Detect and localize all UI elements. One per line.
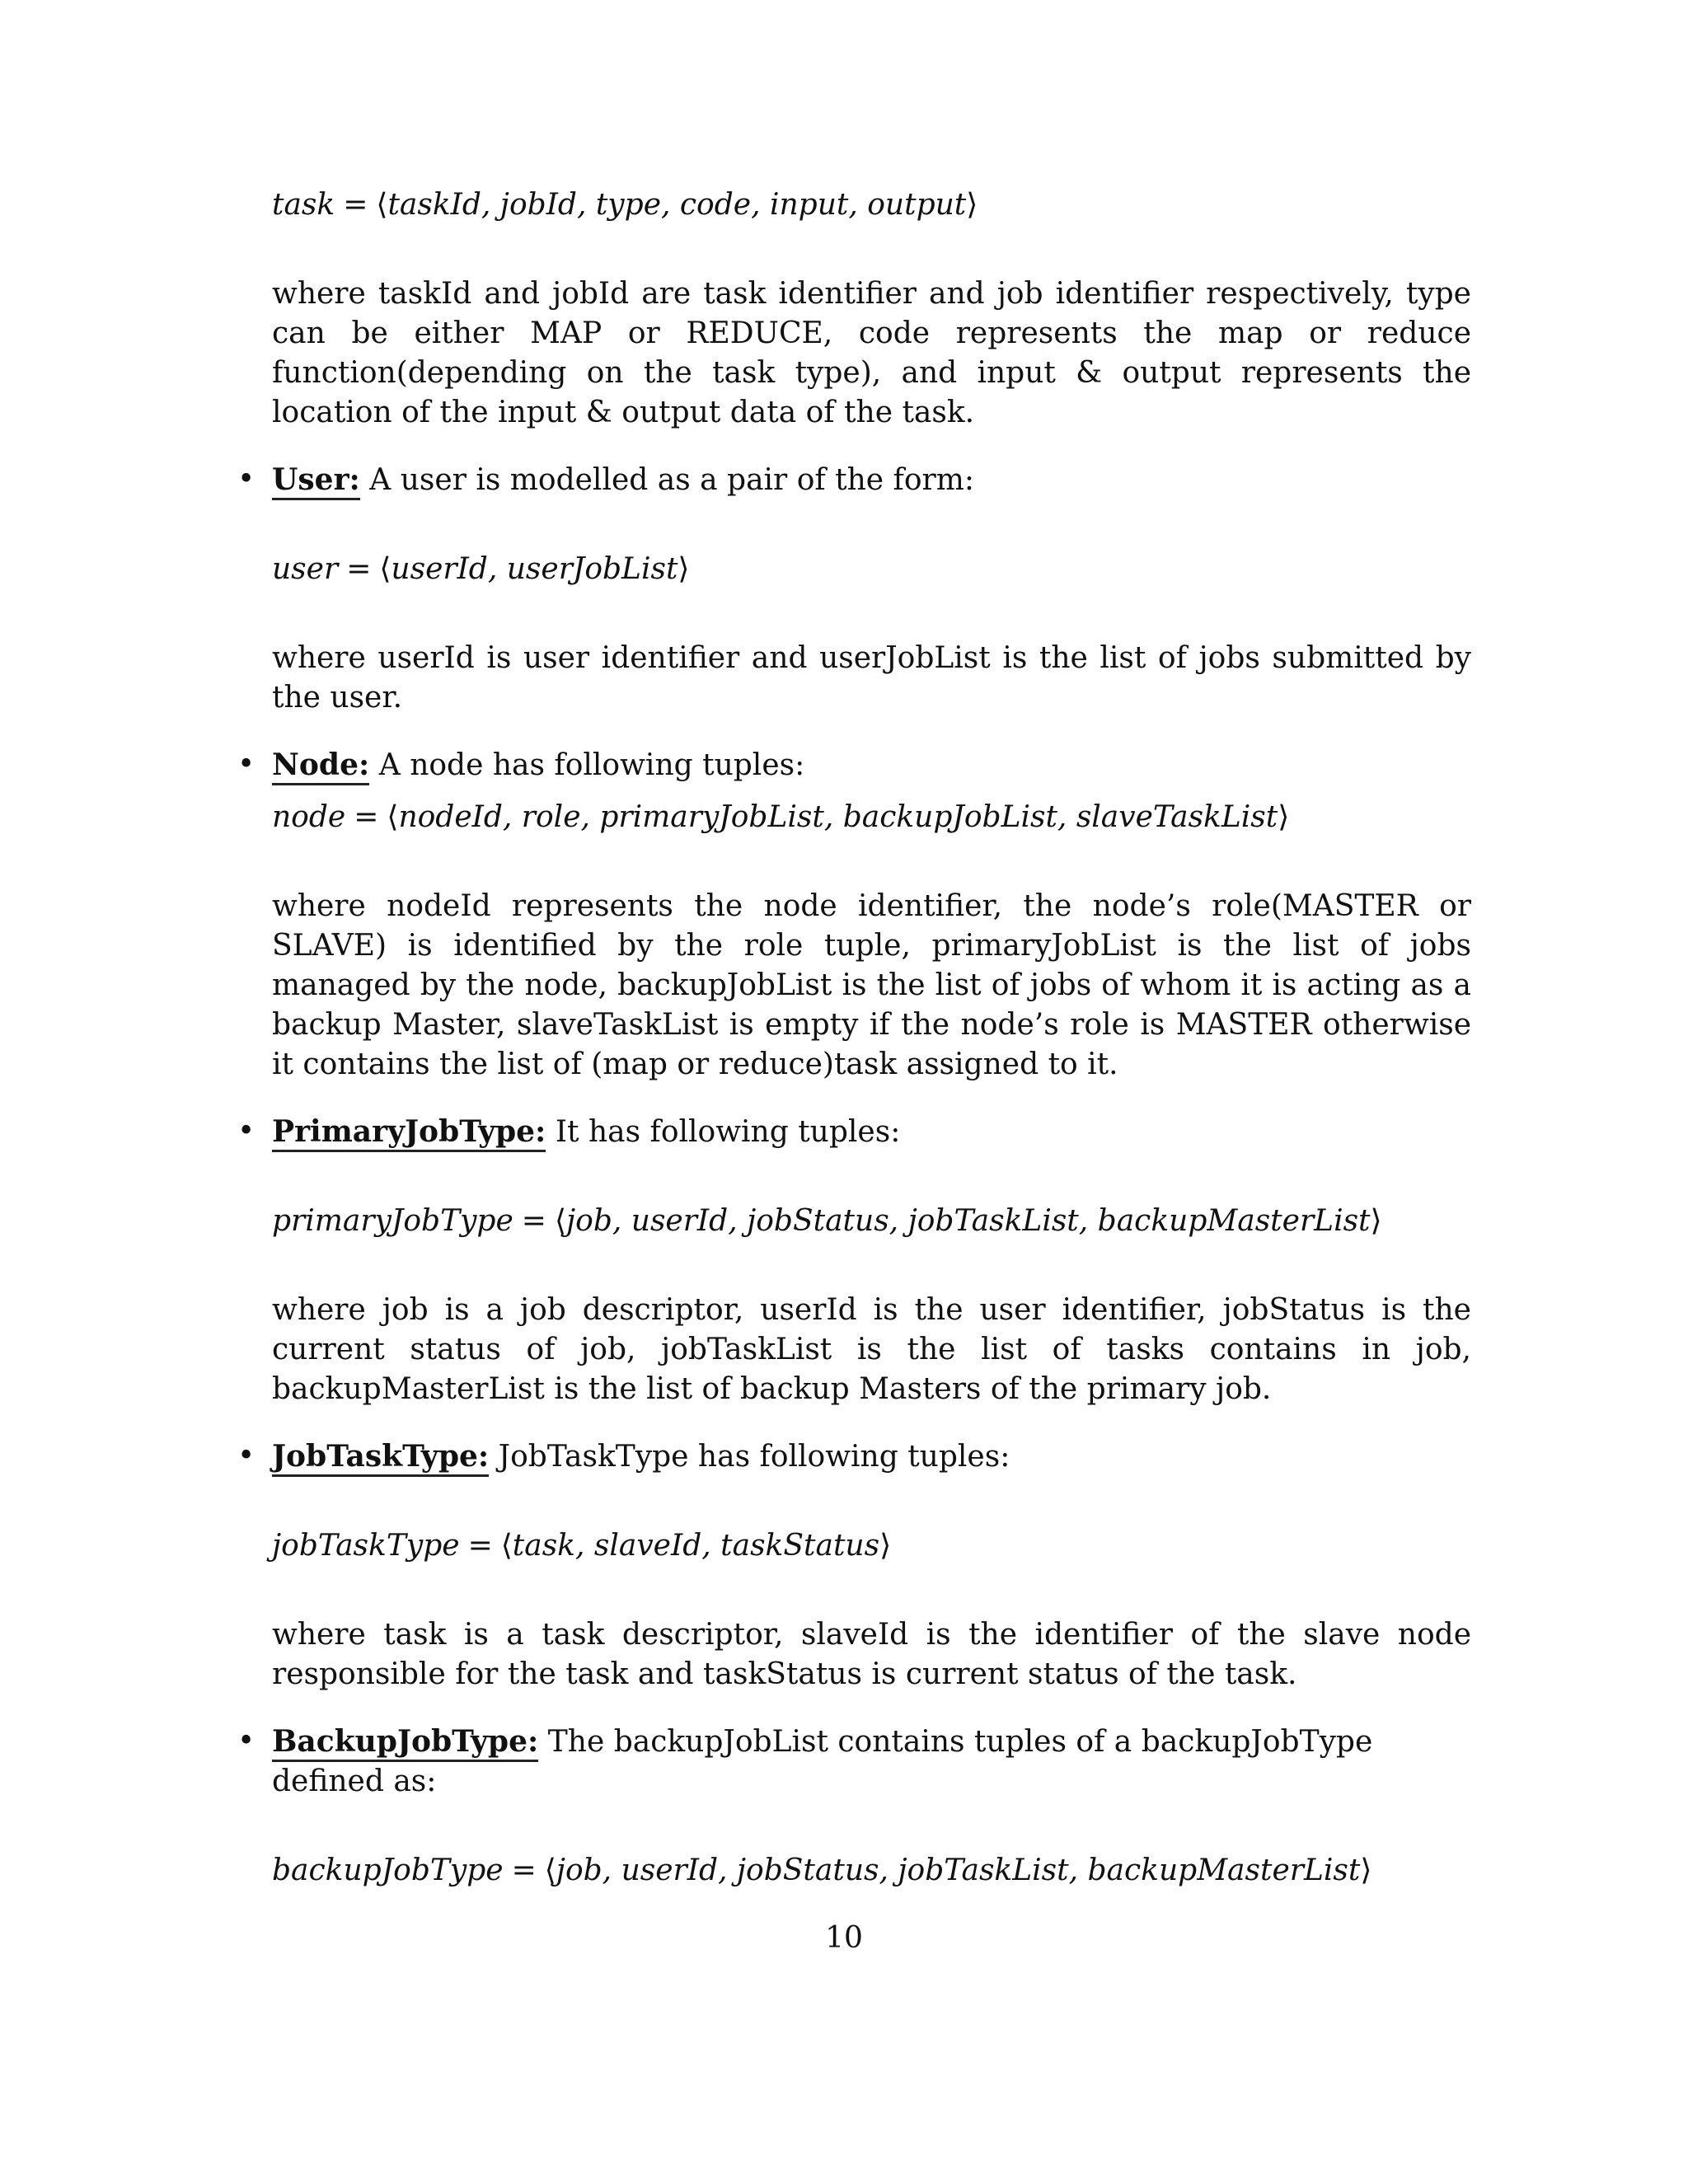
intro-user: A user is modelled as a pair of the form:: [369, 463, 975, 497]
equals-sign: =: [346, 552, 372, 586]
term-node: Node:: [272, 748, 369, 785]
open-angle-bracket: ⟨: [376, 188, 388, 222]
equals-sign: =: [354, 800, 379, 834]
equals-sign: =: [521, 1204, 546, 1238]
task-description: where taskId and jobId are task identifier and job identifier respectively, type can be either MAP or REDUCE, code represents the map or reduce function(depending on the task type), and input & output represents the location of the input & output data of the task.: [272, 277, 1471, 429]
bullet-item-node: [237, 745, 1471, 785]
term-user: User:: [272, 462, 360, 500]
equals-sign: =: [467, 1529, 493, 1563]
close-angle-bracket: ⟩: [1360, 1854, 1372, 1887]
term-backup-job-type: BackupJobType:: [272, 1724, 538, 1762]
close-angle-bracket: ⟩: [966, 188, 978, 222]
bullet-item-user: [237, 460, 1471, 500]
user-description: where userId is user identifier and userJobList is the list of jobs submitted by the user.: [272, 641, 1471, 715]
equals-sign: =: [511, 1854, 537, 1887]
backup-job-type-equation: [272, 1851, 1471, 1891]
bullet-icon: •: [237, 1114, 256, 1148]
close-angle-bracket: ⟩: [879, 1529, 892, 1563]
job-task-type-description: where task is a task descriptor, slaveId is the identifier of the slave node responsible for the task and taskStatus is current status of the task.: [272, 1618, 1471, 1691]
open-angle-bracket: ⟨: [387, 800, 399, 834]
open-angle-bracket: ⟨: [544, 1854, 556, 1887]
intro-primary-job-type: It has following tuples:: [555, 1115, 901, 1149]
equals-sign: =: [343, 188, 368, 222]
open-angle-bracket: ⟨: [500, 1529, 513, 1563]
primary-job-type-equation-lhs: primaryJobType: [272, 1204, 513, 1238]
user-equation-args: userId, userJobList: [391, 552, 678, 586]
term-job-task-type: JobTaskType:: [272, 1439, 489, 1477]
bullet-icon: •: [237, 748, 256, 781]
primary-job-type-equation-args: job, userId, jobStatus, jobTaskList, backupMasterList: [565, 1204, 1371, 1238]
primary-job-type-equation: [272, 1202, 1471, 1241]
task-equation-lhs: task: [272, 188, 335, 222]
node-equation-lhs: node: [272, 800, 346, 834]
task-equation: [272, 185, 1471, 225]
user-equation: [272, 550, 1471, 589]
close-angle-bracket: ⟩: [1278, 800, 1290, 834]
close-angle-bracket: ⟩: [1370, 1204, 1382, 1238]
intro-node: A node has following tuples:: [378, 748, 805, 782]
job-task-type-equation: [272, 1526, 1471, 1566]
bullet-icon: •: [237, 462, 256, 496]
intro-backup-job-type: The backupJobList contains tuples of a backupJobType defined as:: [272, 1725, 1373, 1798]
job-task-type-equation-lhs: jobTaskType: [272, 1529, 460, 1563]
job-task-type-equation-args: task, slaveId, taskStatus: [512, 1529, 880, 1563]
bullet-icon: •: [237, 1724, 256, 1758]
bullet-item-primary-job-type: [237, 1112, 1471, 1152]
backup-job-type-equation-lhs: backupJobType: [272, 1854, 504, 1887]
bullet-icon: •: [237, 1439, 256, 1473]
intro-job-task-type: JobTaskType has following tuples:: [498, 1440, 1010, 1474]
node-description: where nodeId represents the node identifier, the node’s role(MASTER or SLAVE) is identified by the role tuple, primaryJobList is the list of jobs managed by the node, backupJobList is the list of jobs of whom it is acting as a backup Master, slaveTaskList is empty if the node’s role is MASTER otherwise it contains the list of (map or reduce)task assigned to it.: [272, 889, 1471, 1081]
close-angle-bracket: ⟩: [678, 552, 690, 586]
open-angle-bracket: ⟨: [554, 1204, 566, 1238]
primary-job-type-description: where job is a job descriptor, userId is the user identifier, jobStatus is the current status of job, jobTaskList is the list of tasks contains in job, backupMasterList is the list of backup Masters of the primary job.: [272, 1293, 1471, 1406]
node-equation: [272, 798, 1471, 837]
page-number: 10: [825, 1921, 863, 1955]
term-primary-job-type: PrimaryJobType:: [272, 1114, 546, 1152]
user-equation-lhs: user: [272, 552, 339, 586]
backup-job-type-equation-args: job, userId, jobStatus, jobTaskList, backupMasterList: [556, 1854, 1361, 1887]
node-equation-args: nodeId, role, primaryJobList, backupJobList, slaveTaskList: [398, 800, 1278, 834]
open-angle-bracket: ⟨: [379, 552, 392, 586]
task-equation-args: taskId, jobId, type, code, input, output: [387, 188, 967, 222]
page-content: [237, 173, 1471, 1891]
bullet-item-backup-job-type: [237, 1722, 1471, 1802]
bullet-item-job-task-type: [237, 1436, 1471, 1477]
